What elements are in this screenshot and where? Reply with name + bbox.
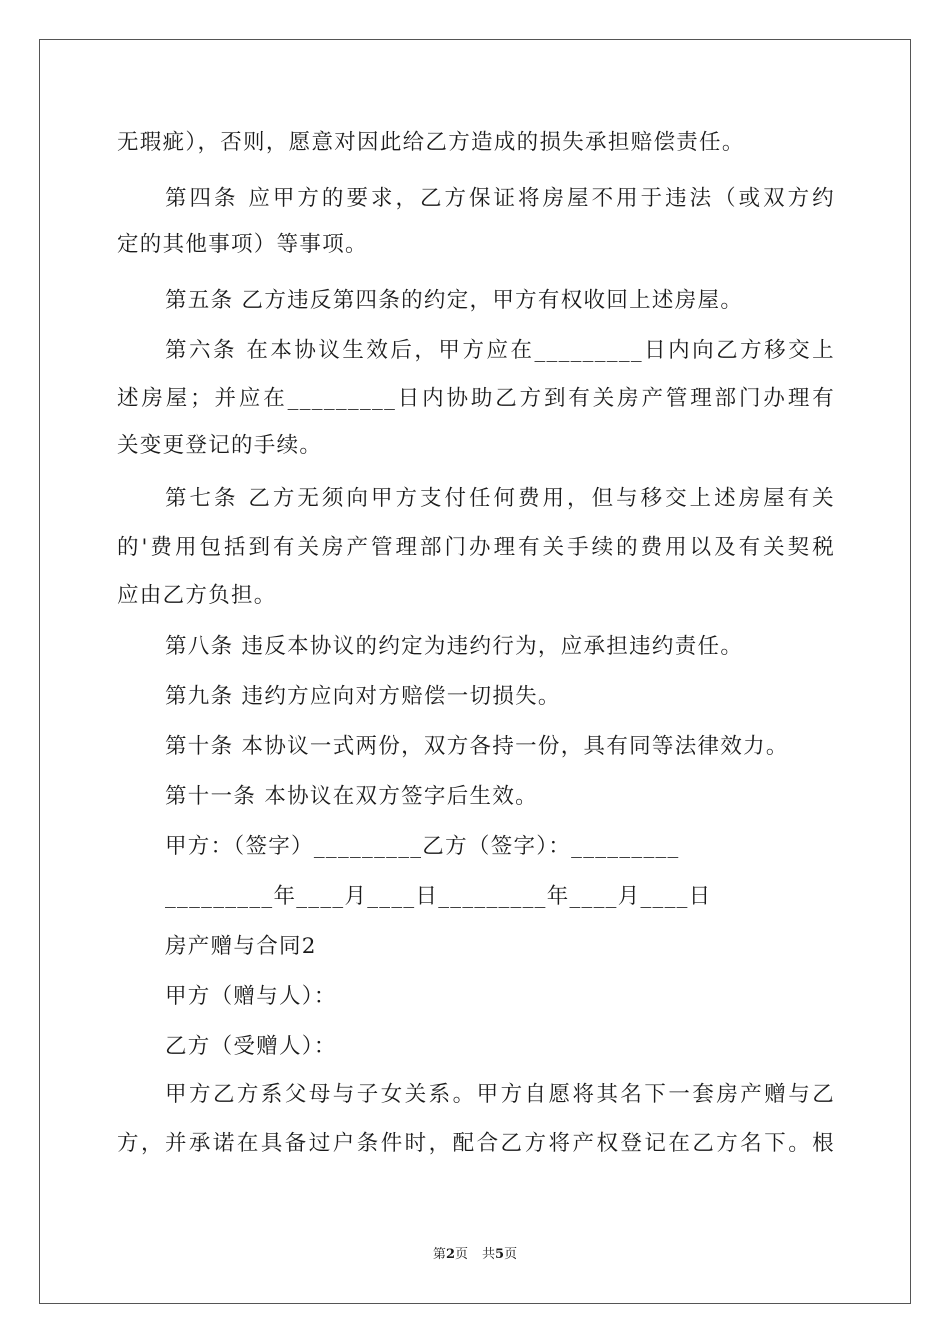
clause-6: 第六条 在本协议生效后，甲方应在_________日内向乙方移交上 — [165, 338, 835, 363]
page-border — [39, 39, 911, 1304]
total-prefix: 共 — [482, 1247, 496, 1262]
page-current: 2 — [445, 1247, 455, 1262]
text-line: 述房屋；并应在_________日内协助乙方到有关房产管理部门办理有 — [117, 386, 835, 411]
text-line: 的'费用包括到有关房产管理部门办理有关手续的费用以及有关契税 — [117, 535, 835, 560]
page-suffix: 页 — [454, 1247, 468, 1262]
clause-4: 第四条 应甲方的要求，乙方保证将房屋不用于违法（或双方约 — [165, 186, 835, 211]
text-line: 关变更登记的手续。 — [117, 433, 323, 458]
total-suffix: 页 — [504, 1247, 518, 1262]
page-footer — [0, 1246, 950, 1264]
text-line: 定的其他事项）等事项。 — [117, 232, 368, 257]
text-line: 方，并承诺在具备过户条件时，配合乙方将产权登记在乙方名下。根 — [117, 1131, 835, 1156]
page-prefix: 第 — [432, 1247, 446, 1262]
text-line: 无瑕疵），否则，愿意对因此给乙方造成的损失承担赔偿责任。 — [117, 130, 745, 155]
clause-8: 第八条 违反本协议的约定为违约行为，应承担违约责任。 — [165, 634, 744, 659]
text-line: 应由乙方负担。 — [117, 583, 277, 608]
contract-heading: 房产赠与合同2 — [165, 934, 317, 959]
contract-text: 甲方乙方系父母与子女关系。甲方自愿将其名下一套房产赠与乙 — [165, 1082, 835, 1107]
clause-9: 第九条 违约方应向对方赔偿一切损失。 — [165, 684, 561, 709]
party-a-label: 甲方（赠与人）： — [165, 984, 337, 1009]
clause-10: 第十条 本协议一式两份，双方各持一份，具有同等法律效力。 — [165, 734, 789, 759]
page-total: 5 — [495, 1247, 505, 1262]
signature-line: 甲方：（签字）_________乙方（签字）：_________ — [165, 834, 680, 859]
clause-5: 第五条 乙方违反第四条的约定，甲方有权收回上述房屋。 — [165, 288, 744, 313]
party-b-label: 乙方（受赠人）： — [165, 1034, 337, 1059]
clause-11: 第十一条 本协议在双方签字后生效。 — [165, 784, 538, 809]
date-line: _________年____月____日_________年____月____日 — [165, 884, 712, 909]
clause-7: 第七条 乙方无须向甲方支付任何费用，但与移交上述房屋有关 — [165, 486, 835, 511]
